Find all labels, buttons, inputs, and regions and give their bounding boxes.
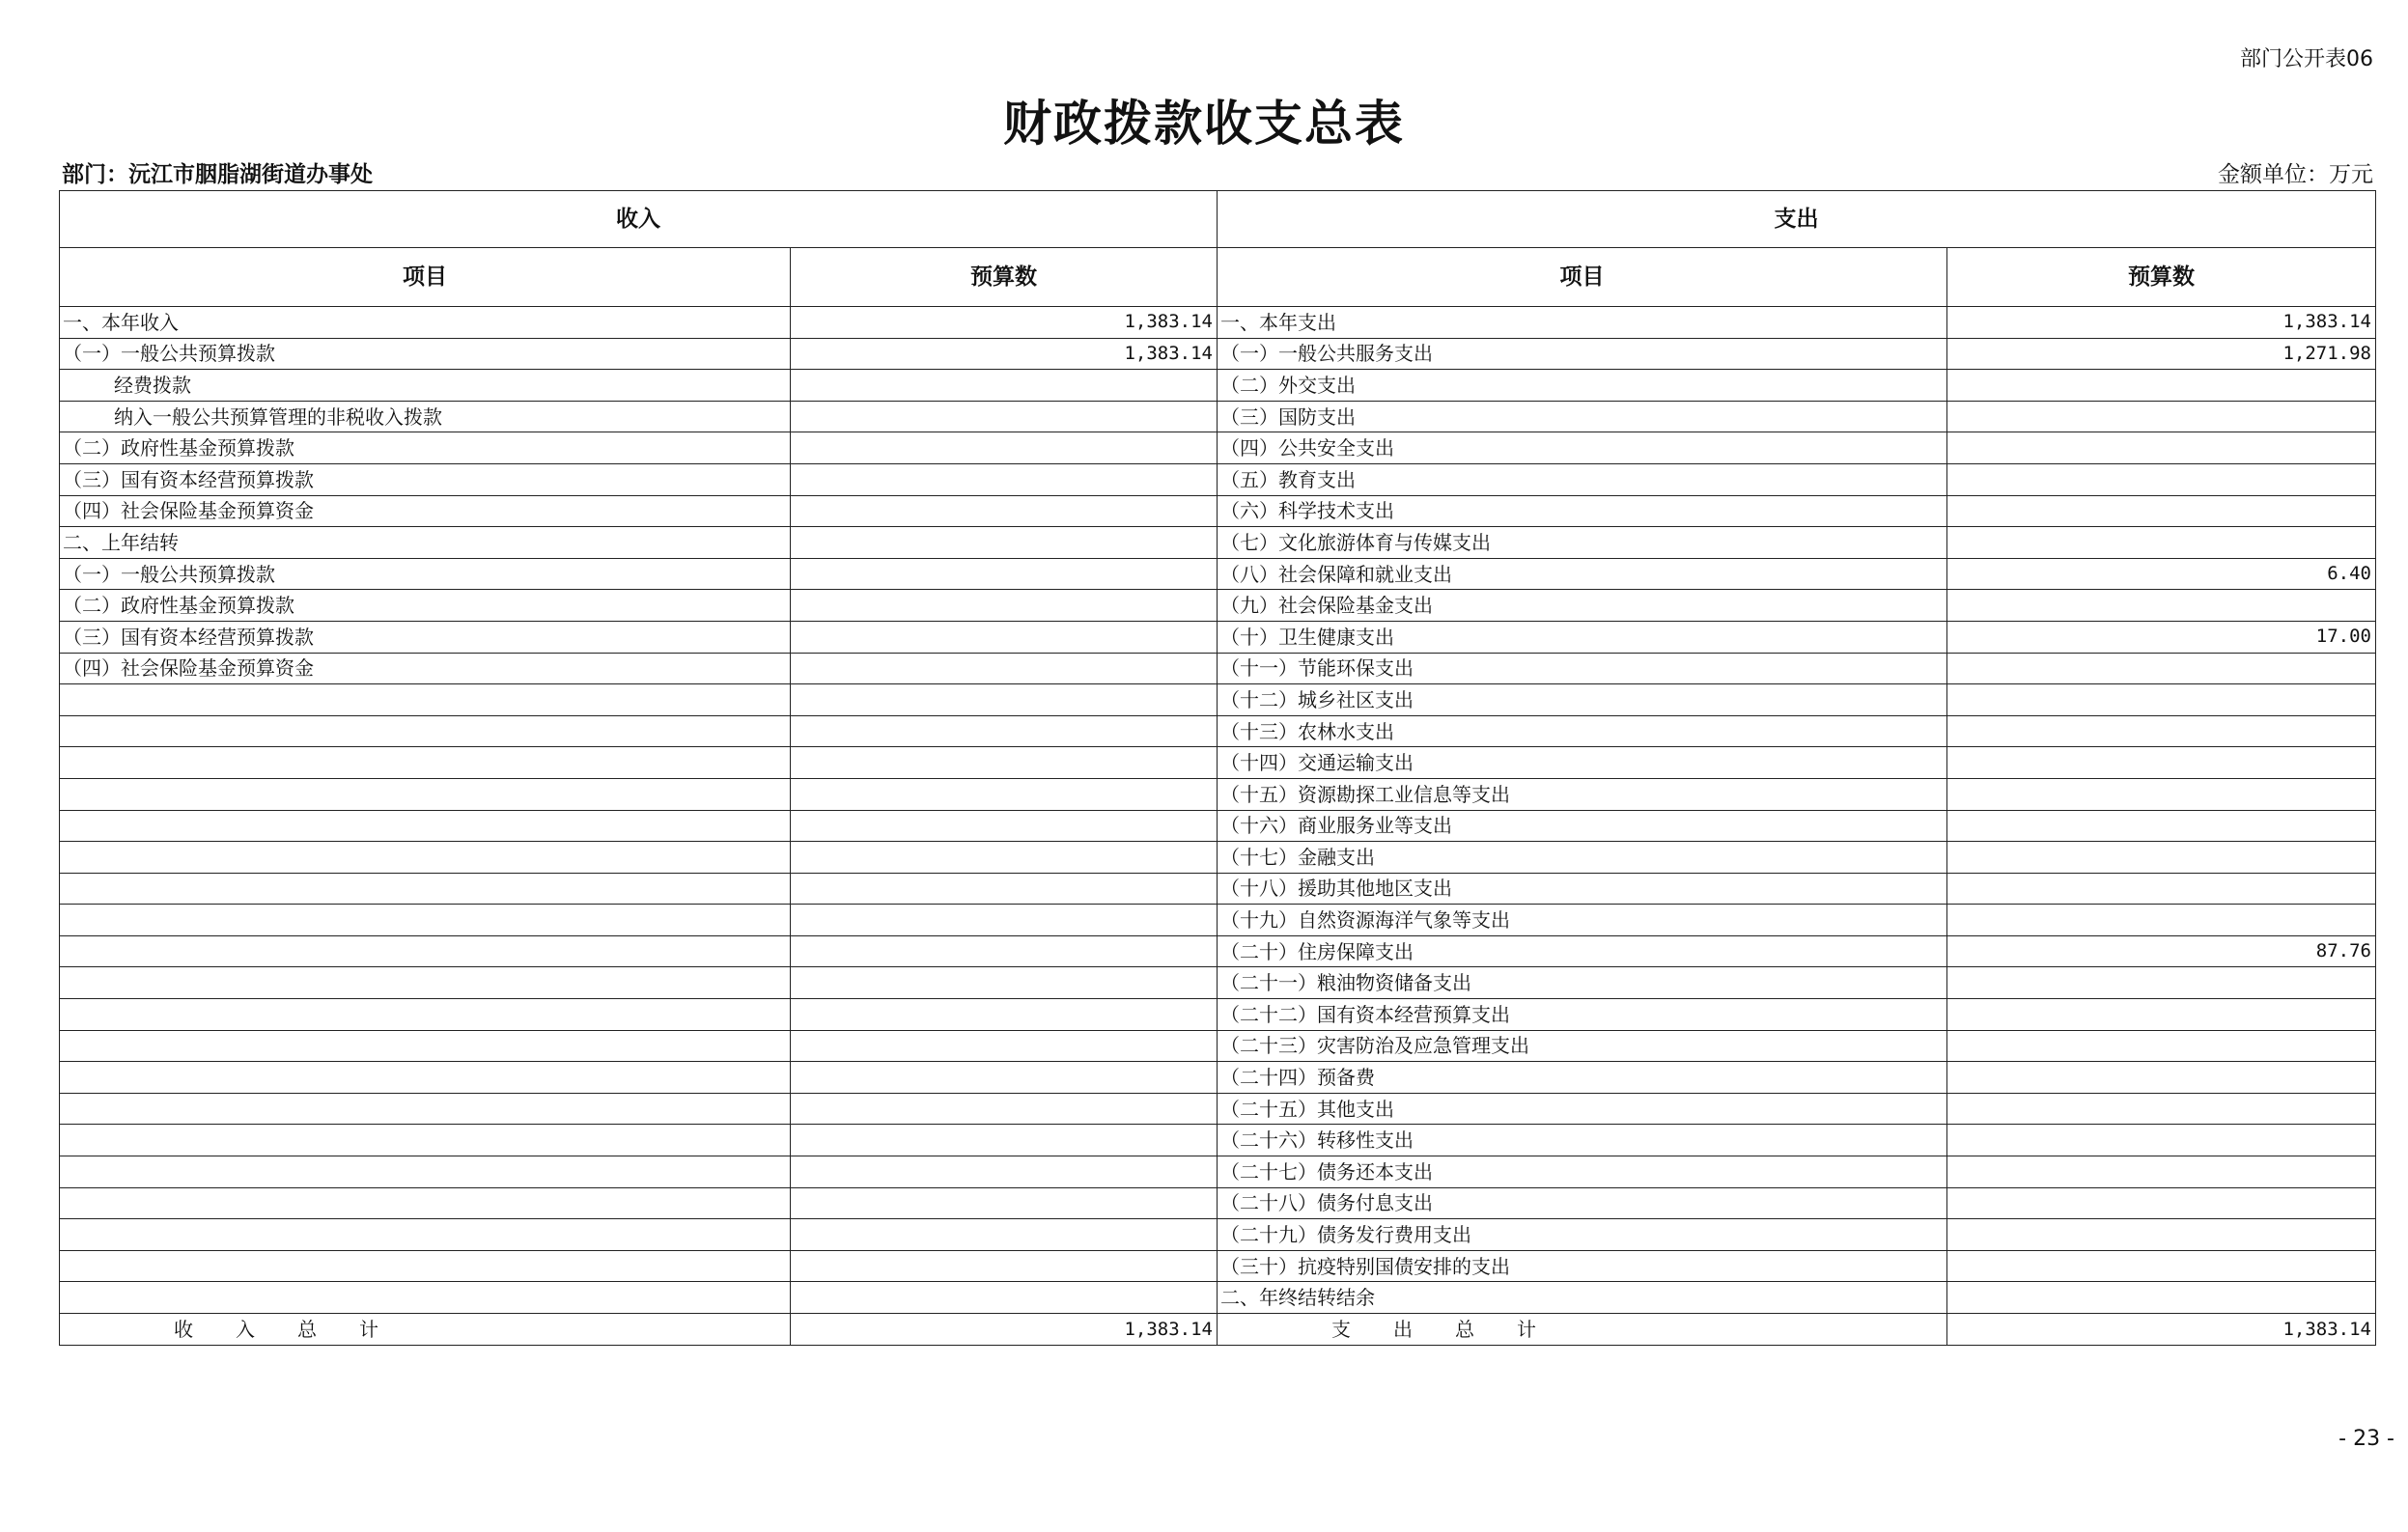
table-row (60, 778, 2376, 810)
expense-item-cell: 二、年终结转结余 (1218, 1282, 1947, 1314)
expense-budget-cell (1947, 653, 2376, 684)
income-section-header: 收入 (60, 191, 1218, 248)
expense-item-cell: （二十一）粮油物资储备支出 (1218, 967, 1947, 999)
expense-item-cell: （七）文化旅游体育与传媒支出 (1218, 527, 1947, 559)
income-budget-cell (791, 463, 1218, 495)
income-item-cell (60, 967, 791, 999)
expense-budget-cell (1947, 999, 2376, 1031)
income-item-cell (60, 684, 791, 716)
expense-item-cell: （十七）金融支出 (1218, 842, 1947, 874)
income-item-cell (60, 715, 791, 747)
page-number: - 23 - (2338, 1427, 2394, 1451)
table-row (60, 1125, 2376, 1156)
expense-budget-column-header: 预算数 (1947, 248, 2376, 307)
expense-item-cell: （八）社会保障和就业支出 (1218, 558, 1947, 590)
income-item-cell (60, 1282, 791, 1314)
department-label: 部门：沅江市胭脂湖街道办事处 (62, 161, 373, 187)
income-item-cell: （三）国有资本经营预算拨款 (60, 463, 791, 495)
expense-budget-cell (1947, 905, 2376, 936)
income-budget-cell (791, 1062, 1218, 1094)
income-budget-column-header: 预算数 (791, 248, 1218, 307)
income-item-cell (60, 810, 791, 842)
expense-item-cell: 一、本年支出 (1218, 307, 1947, 339)
expense-item-cell: （十六）商业服务业等支出 (1218, 810, 1947, 842)
table-row (60, 401, 2376, 432)
budget-summary-table (59, 190, 2376, 1346)
table-row (60, 1250, 2376, 1282)
income-item-cell (60, 1250, 791, 1282)
expense-item-cell: （十二）城乡社区支出 (1218, 684, 1947, 716)
income-item-cell (60, 935, 791, 967)
income-total-value: 1,383.14 (791, 1314, 1218, 1346)
table-row (60, 495, 2376, 527)
expense-budget-cell (1947, 463, 2376, 495)
table-row (60, 1219, 2376, 1251)
expense-budget-cell (1947, 1250, 2376, 1282)
income-item-cell: （二）政府性基金预算拨款 (60, 590, 791, 622)
income-item-cell: 经费拨款 (60, 370, 791, 402)
income-item-cell: （四）社会保险基金预算资金 (60, 653, 791, 684)
expense-item-cell: （二十八）债务付息支出 (1218, 1187, 1947, 1219)
income-total-label: 收 入 总 计 (60, 1314, 791, 1346)
expense-budget-cell: 1,383.14 (1947, 307, 2376, 339)
income-budget-cell (791, 810, 1218, 842)
income-budget-cell (791, 370, 1218, 402)
income-item-cell (60, 1156, 791, 1188)
table-row (60, 967, 2376, 999)
income-budget-cell (791, 1187, 1218, 1219)
table-body (60, 307, 2376, 1314)
table-row (60, 1156, 2376, 1188)
income-budget-cell (791, 778, 1218, 810)
income-budget-cell (791, 495, 1218, 527)
income-item-cell (60, 1062, 791, 1094)
expense-budget-cell (1947, 432, 2376, 464)
table-row (60, 590, 2376, 622)
income-budget-cell: 1,383.14 (791, 338, 1218, 370)
income-item-cell: （四）社会保险基金预算资金 (60, 495, 791, 527)
expense-item-cell: （六）科学技术支出 (1218, 495, 1947, 527)
income-budget-cell (791, 1093, 1218, 1125)
income-budget-cell (791, 432, 1218, 464)
expense-budget-cell (1947, 967, 2376, 999)
expense-item-cell: （四）公共安全支出 (1218, 432, 1947, 464)
table-row (60, 842, 2376, 874)
income-item-cell (60, 1187, 791, 1219)
expense-item-cell: （二）外交支出 (1218, 370, 1947, 402)
expense-budget-cell (1947, 370, 2376, 402)
expense-item-cell: （二十三）灾害防治及应急管理支出 (1218, 1030, 1947, 1062)
expense-budget-cell (1947, 1062, 2376, 1094)
expense-budget-cell: 1,271.98 (1947, 338, 2376, 370)
income-item-cell: 纳入一般公共预算管理的非税收入拨款 (60, 401, 791, 432)
expense-item-cell: （九）社会保险基金支出 (1218, 590, 1947, 622)
expense-item-cell: （十八）援助其他地区支出 (1218, 873, 1947, 905)
table-row (60, 1062, 2376, 1094)
table-row (60, 370, 2376, 402)
table-row (60, 810, 2376, 842)
expense-budget-cell (1947, 1187, 2376, 1219)
table-row (60, 747, 2376, 779)
income-item-cell: （一）一般公共预算拨款 (60, 558, 791, 590)
expense-section-header: 支出 (1218, 191, 2376, 248)
table-row (60, 558, 2376, 590)
expense-budget-cell (1947, 873, 2376, 905)
expense-item-cell: （十五）资源勘探工业信息等支出 (1218, 778, 1947, 810)
expense-budget-cell (1947, 715, 2376, 747)
income-budget-cell (791, 653, 1218, 684)
income-budget-cell (791, 873, 1218, 905)
table-row (60, 873, 2376, 905)
income-budget-cell: 1,383.14 (791, 307, 1218, 339)
income-item-cell: （一）一般公共预算拨款 (60, 338, 791, 370)
table-row (60, 621, 2376, 653)
income-budget-cell (791, 527, 1218, 559)
expense-budget-cell (1947, 747, 2376, 779)
table-row (60, 684, 2376, 716)
income-budget-cell (791, 1250, 1218, 1282)
income-budget-cell (791, 935, 1218, 967)
form-number: 部门公开表06 (2240, 47, 2373, 71)
table-row (60, 1030, 2376, 1062)
table-row (60, 1282, 2376, 1314)
expense-item-cell: （十九）自然资源海洋气象等支出 (1218, 905, 1947, 936)
income-budget-cell (791, 621, 1218, 653)
expense-item-cell: （三）国防支出 (1218, 401, 1947, 432)
table-row (60, 307, 2376, 339)
income-budget-cell (791, 1219, 1218, 1251)
expense-item-cell: （二十五）其他支出 (1218, 1093, 1947, 1125)
expense-item-cell: （二十四）预备费 (1218, 1062, 1947, 1094)
table-row (60, 905, 2376, 936)
expense-item-cell: （二十六）转移性支出 (1218, 1125, 1947, 1156)
expense-item-cell: （十四）交通运输支出 (1218, 747, 1947, 779)
income-item-cell (60, 842, 791, 874)
table-row (60, 999, 2376, 1031)
table-row (60, 527, 2376, 559)
income-budget-cell (791, 1282, 1218, 1314)
expense-budget-cell (1947, 810, 2376, 842)
expense-budget-cell (1947, 590, 2376, 622)
expense-budget-cell (1947, 684, 2376, 716)
expense-item-cell: （二十二）国有资本经营预算支出 (1218, 999, 1947, 1031)
income-item-cell (60, 905, 791, 936)
expense-budget-cell (1947, 1282, 2376, 1314)
income-budget-cell (791, 747, 1218, 779)
table-row (60, 432, 2376, 464)
expense-item-cell: （二十七）债务还本支出 (1218, 1156, 1947, 1188)
expense-budget-cell: 87.76 (1947, 935, 2376, 967)
income-item-cell: 二、上年结转 (60, 527, 791, 559)
income-budget-cell (791, 715, 1218, 747)
expense-budget-cell (1947, 401, 2376, 432)
table-row (60, 1187, 2376, 1219)
page-title: 财政拨款收支总表 (1003, 96, 1405, 152)
expense-item-cell: （一）一般公共服务支出 (1218, 338, 1947, 370)
income-budget-cell (791, 1125, 1218, 1156)
expense-item-cell: （二十九）债务发行费用支出 (1218, 1219, 1947, 1251)
income-budget-cell (791, 1030, 1218, 1062)
income-item-cell: （二）政府性基金预算拨款 (60, 432, 791, 464)
expense-budget-cell (1947, 1219, 2376, 1251)
expense-budget-cell (1947, 495, 2376, 527)
income-budget-cell (791, 967, 1218, 999)
expense-item-cell: （五）教育支出 (1218, 463, 1947, 495)
income-item-column-header: 项目 (60, 248, 791, 307)
table-row (60, 653, 2376, 684)
income-item-cell: 一、本年收入 (60, 307, 791, 339)
expense-budget-cell (1947, 1030, 2376, 1062)
table-row (60, 935, 2376, 967)
income-budget-cell (791, 590, 1218, 622)
expense-item-cell: （十三）农林水支出 (1218, 715, 1947, 747)
expense-budget-cell: 6.40 (1947, 558, 2376, 590)
income-item-cell (60, 778, 791, 810)
expense-budget-cell (1947, 1093, 2376, 1125)
expense-item-cell: （十一）节能环保支出 (1218, 653, 1947, 684)
amount-unit-label: 金额单位：万元 (2218, 162, 2373, 187)
total-row (60, 1314, 2376, 1346)
expense-budget-cell: 17.00 (1947, 621, 2376, 653)
income-item-cell: （三）国有资本经营预算拨款 (60, 621, 791, 653)
expense-total-value: 1,383.14 (1947, 1314, 2376, 1346)
income-budget-cell (791, 558, 1218, 590)
income-budget-cell (791, 999, 1218, 1031)
income-budget-cell (791, 1156, 1218, 1188)
expense-budget-cell (1947, 1125, 2376, 1156)
expense-item-column-header: 项目 (1218, 248, 1947, 307)
income-item-cell (60, 1030, 791, 1062)
expense-total-label: 支 出 总 计 (1218, 1314, 1947, 1346)
income-budget-cell (791, 842, 1218, 874)
income-budget-cell (791, 401, 1218, 432)
expense-budget-cell (1947, 778, 2376, 810)
income-item-cell (60, 1219, 791, 1251)
expense-item-cell: （三十）抗疫特别国债安排的支出 (1218, 1250, 1947, 1282)
expense-item-cell: （二十）住房保障支出 (1218, 935, 1947, 967)
table-row (60, 1093, 2376, 1125)
income-item-cell (60, 1125, 791, 1156)
expense-budget-cell (1947, 842, 2376, 874)
income-budget-cell (791, 905, 1218, 936)
table-row (60, 463, 2376, 495)
income-item-cell (60, 999, 791, 1031)
table-row (60, 338, 2376, 370)
expense-budget-cell (1947, 1156, 2376, 1188)
income-item-cell (60, 747, 791, 779)
expense-item-cell: （十）卫生健康支出 (1218, 621, 1947, 653)
expense-budget-cell (1947, 527, 2376, 559)
income-item-cell (60, 873, 791, 905)
income-item-cell (60, 1093, 791, 1125)
income-budget-cell (791, 684, 1218, 716)
table-row (60, 715, 2376, 747)
